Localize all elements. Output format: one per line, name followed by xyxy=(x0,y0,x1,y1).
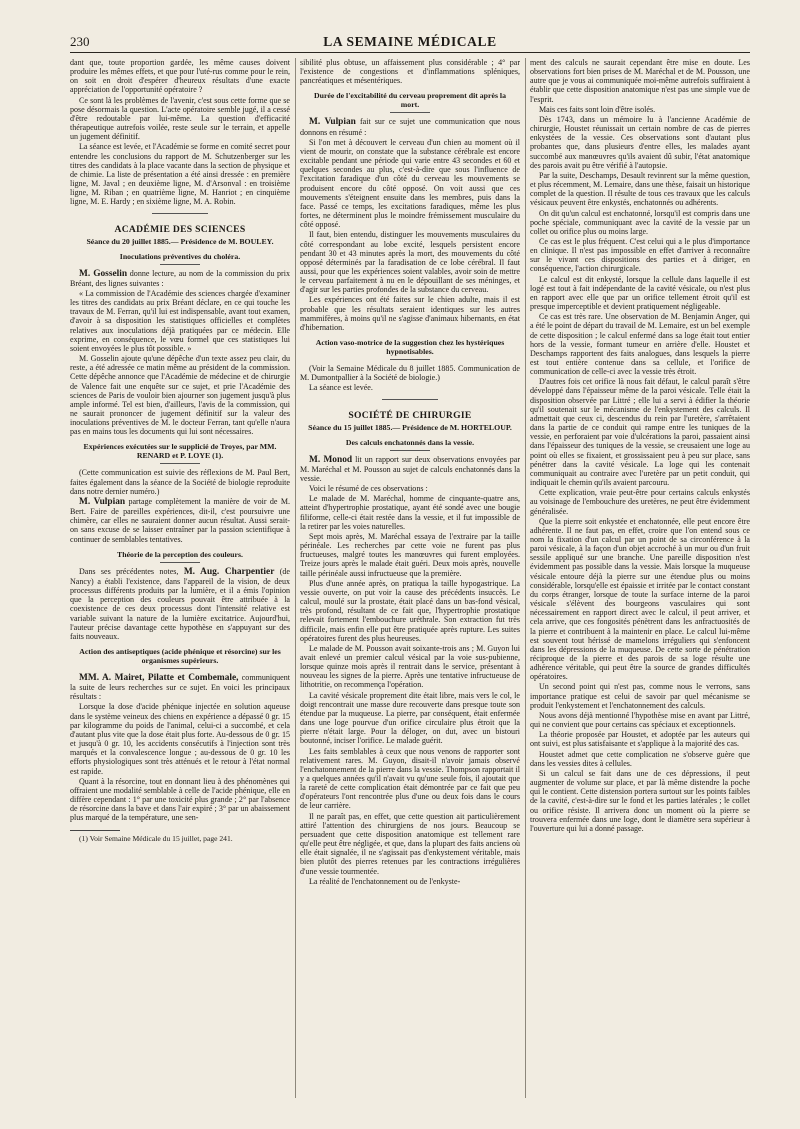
paragraph: Le malade de M. Pousson avait soixante-trois ans ; M. Guyon lui avait enlevé un premier calcul vésical par la voie sus-pubienne, lorsque quinze mois après il rentrait dans le service, présentant à nouveau les signes de la pierre. Après une tentative infructueuse de lithotritie, on recommença l'opération. xyxy=(300,643,520,690)
running-header xyxy=(70,34,750,53)
paragraph: fait sur ce sujet une communication que nous donnons en résumé : xyxy=(300,117,520,137)
paragraph: Quant à la résorcine, tout en donnant lieu à des phénomènes qui offraient une modalité semblable à celle de l'acide phénique, elle en diffère cependant : 1° par une toxicité plus grande ; 2° par l'absence de résorcine dans la bave et dans l'air expiré ; 3° par un abaissement plus marqué de la température, une sen- xyxy=(70,776,290,823)
paragraph: Voici le résumé de ces observations : xyxy=(309,484,428,494)
paragraph: Ce cas est le plus fréquent. C'est celui qui a le plus d'importance en clinique. Il n'est pas impossible en effet d'arriver à reconnaître sur le vivant ces dispositions des parties et à diriger, en conséquence, l'action chirurgicale. xyxy=(530,236,750,274)
paragraph: La réalité de l'enchatonnement ou de l'enkyste- xyxy=(309,876,461,886)
subheading: Expériences exécutées sur le supplicié de Troyes, par MM. RENARD et P. LOYE (1). xyxy=(76,442,284,464)
paragraph: Par la suite, Deschamps, Desault revinrent sur la même question, et plus récemment, M. Lemaire, dans une thèse, faisait un historique complet de la question. Il résulte de tous ces travaux que les calculs vésicaux peuvent être enkystés, enchatonnés ou adhérents. xyxy=(530,170,750,208)
subheading: Inoculations préventives du choléra. xyxy=(76,252,284,265)
column-right xyxy=(530,58,750,1098)
paragraph: M. Gosselin ajoute qu'une dépêche d'un texte assez peu clair, du reste, a été adressée ce matin même au président de la commission. Cette dépêche annonce que l'Académie de médecine et de chirurgie de Valence fait une enquête sur ce sujet, et prie l'Académie des sciences de Paris de vouloir bien ajourner son jugement jusqu'à plus ample informé. Tel est bien, d'ailleurs, l'avis de la commission, qui ne saurait prononcer de jugement définitif sur la valeur des inoculations préventives de M. le docteur Ferran, tant qu'elle n'aura pas en mains tous les documents qui lui sont nécessaires. xyxy=(70,354,290,437)
divider xyxy=(382,399,438,400)
subheading: Des calculs enchatonnés dans la vessie. xyxy=(306,438,514,451)
column-left xyxy=(70,58,290,1098)
paragraph: La cavité vésicale proprement dite était libre, mais vers le col, le doigt rencontrait une masse dure recouverte dans presque toute son étendue par la muqueuse. La pierre, par conséquent, était enfermée dans une loge pourvue d'un orifice circulaire plus étroit que la pierre n'était large. Pour la déloger, on dut, avec un bistouri boutonné, inciser l'orifice. Le malade guérit. xyxy=(300,690,520,746)
paragraph: (Cette communication est suivie des réflexions de M. Paul Bert, faites également dans la séance de la Société de biologie reproduite dans notre dernier numéro.) xyxy=(70,468,290,496)
speaker-name: M. Gosselin xyxy=(79,268,128,279)
paragraph: Il ne paraît pas, en effet, que cette question ait particulièrement attiré l'attention des chirurgiens de nos jours. Beaucoup se persuadent que cette disposition anatomique est tellement rare qu'elle peut être négligée, et que, dans la plupart des faits anciens où elle était signalée, il ne s'agissait pas d'enkystement véritable, mais bien plutôt des pierres retenues par les contractions irrégulières d'une vessie tourmentée. xyxy=(300,811,520,876)
section-title: ACADÉMIE DES SCIENCES xyxy=(114,223,246,235)
footnote-rule xyxy=(70,830,120,831)
paragraph: dant que, toute proportion gardée, les même causes doivent produire les mêmes effets, et que pour l'uté-rus comme pour le rein, on soit en droit d'espérer d'heureux résultats d'une exacte appréciation de l'opportunité opératoire ? xyxy=(70,58,290,95)
paragraph: Ce sont là les problèmes de l'avenir, c'est sous cette forme que se pose désormais la question. L'acte opératoire semble jugé, il a cessé d'être redoutable par lui-même. La question d'efficacité thérapeutique autrefois voilée, reste seule sur le terrain, et appelle un jugement définitif. xyxy=(70,95,290,142)
paragraph: Dans ses précédentes notes, xyxy=(79,566,179,576)
paragraph: Que la pierre soit enkystée et enchatonnée, elle peut encore être adhérente. Il ne faut pas, en effet, croire que l'on entend sous ce nom la fixation d'un calcul par un point de sa circonférence à la paroi vésicale, à la façon d'un objet accroché à un mur ou d'un fruit sessile appliqué sur une branche. Une pareille disposition n'est évidemment pas possible dans la vessie. Mais lorsque la muqueuse vésicale entoure déjà la pierre sur une étendue plus ou moins considérable, lorsqu'elle est épaissie et irritée par le contact constant du corps étranger, lorsque de toute la surface interne de la paroi vésicale s'élèvent des bourgeons vasculaires qui sont nécessairement en rapport direct avec le calcul, il peut arriver, et cela arrive, que ces fongosités pénètrent dans les anfractuosités de la pierre et contribuent à la maintenir en place. Le calcul lui-même est souvent tout hérissé de mamelons irréguliers qui s'enfoncent dans les dépressions de la muqueuse. De cette sorte de pénétration réciproque de la pierre et des parois de sa loge résulte une adhérence véritable, qui peut être la source de grandes difficultés opératoires. xyxy=(530,516,750,682)
paragraph: donne lecture, au nom de la commission du prix Bréant, des lignes suivantes : xyxy=(70,268,290,288)
paragraph: Si un calcul se fait dans une de ces dépressions, il peut augmenter de volume sur place, et par là même distendre la poche qui le contient. Cette distension portera surtout sur les points faibles de la cavité, c'est-à-dire sur le fond et les parties latérales ; le collet ou orifice résiste. Il arrivera donc un moment où la pierre se trouvera enfermée dans une loge, dont le diamètre sera supérieur à l'ouverture qui lui a donné passage. xyxy=(530,768,750,833)
paragraph: On dit qu'un calcul est enchatonné, lorsqu'il est compris dans une poche spéciale, communiquant avec la cavité de la vessie par un collet ou orifice plus ou moins large. xyxy=(530,208,750,236)
subheading: Durée de l'excitabilité du cerveau proprement dit après la mort. xyxy=(306,91,514,113)
paragraph: La théorie proposée par Houstet, et adoptée par les auteurs qui ont suivi, est plus satisfaisante et s'applique à la majorité des cas. xyxy=(530,730,750,749)
column-divider xyxy=(525,58,526,1098)
paragraph: Un second point qui n'est pas, comme nous le verrons, sans importance pratique est celui de savoir par quel mécanisme se produit l'enkystement et l'enchatonnement des calculs. xyxy=(530,682,750,710)
speaker-name: M. Vulpian xyxy=(309,117,356,128)
page-number: 230 xyxy=(70,34,90,49)
paragraph: communiquent la suite de leurs recherches sur ce sujet. En voici les principaux résultats : xyxy=(70,672,290,702)
session-line: Séance du 20 juillet 1885.— Présidence de M. BOULEY. xyxy=(86,236,274,246)
divider xyxy=(152,213,208,214)
paragraph: ment des calculs ne saurait cependant être mise en doute. Les observations fort bien prises de M. Maréchal et de M. Pousson, une autre que je vous ai communiquée moi-même autrefois suffiraient à établir que cette disposition anatomique n'est pas une simple vue de l'esprit. xyxy=(530,58,750,104)
paragraph: Plus d'une année après, on pratiqua la taille hypogastrique. La vessie ouverte, on put voir la cause des précédents insuccès. Le calcul, moulé sur la prostate, était placé dans un bas-fond vésical, très profond, résultant de ce fait que, l'hypertrophie prostatique relevait fortement l'embouchure uréthrale. Son extraction fut très difficile, mais enfin elle put être pratiquée après rupture. Les suites opératoires furent des plus heureuses. xyxy=(300,578,520,643)
paragraph: lit un rapport sur deux observations envoyées par M. Maréchal et M. Pousson au sujet de calculs enchatonnés dans la vessie. xyxy=(300,454,520,483)
paragraph: (Voir la Semaine Médicale du 8 juillet 1885. Communication de M. Dumontpallier à la Société de biologie.) xyxy=(300,364,520,383)
paragraph: Cette explication, vraie peut-être pour certains calculs enkystés au voisinage de l'embouchure des uretères, ne peut être évidemment généralisée. xyxy=(530,488,750,516)
paragraph: D'autres fois cet orifice là nous fait défaut, le calcul paraît s'être développé dans l'épaisseur même de la paroi vésicale. Telle était la disposition observée par Littré ; elle lui a servi à édifier la théorie qu'il soutenait sur le mécanisme de l'enkystement des calculs. Il admettait que ceux ci, descendus du rein par l'uretère, s'arrêtaient dans la partie de ce conduit qui rampe entre les tuniques de la vessie, en perforaient par voie d'ulcérations la paroi, passaient ainsi dans l'épaisseur des tuniques de la vessie, se creusaient une loge au point où elles se fixaient, et grossissaient peu à peu sur place, sans pénétrer dans la cavité vésicale. La loge qui les contenait communiquait au contraire avec l'uretère par un petit conduit, qui indiquait le chemin qu'ils avaient parcouru. xyxy=(530,377,750,488)
paragraph: Dès 1743, dans un mémoire lu à l'ancienne Académie de chirurgie, Houstet réunissait un certain nombre de cas de pierres enkystées de la vessie. Ces observations sont d'autant plus probantes que, dans plusieurs d'entre elles, les malades ayant succombé aux manœuvres qu'ils avaient dû subir, l'état anatomique des parois avait pu être vérifié à l'autopsie. xyxy=(530,114,750,170)
subheading: Action vaso-motrice de la suggestion chez les hystériques hypnotisables. xyxy=(306,338,514,360)
quote-paragraph: « La commission de l'Académie des sciences chargée d'examiner les titres des candidats au prix Bréant déclare, en ce qui touche les travaux de M. Ferran, qu'il lui est indispensable, avant tout examen, d'avoir à sa disposition les statistiques officielles et complètes relatives aux inoculations déjà pratiquées par ce médecin. Elle exprime, en conséquence, le vœu formel que ces statistiques lui soient envoyées le plus tôt possible. » xyxy=(70,288,290,353)
journal-title: LA SEMAINE MÉDICALE xyxy=(323,34,497,49)
paragraph: Ce cas est très rare. Une observation de M. Benjamin Anger, qui a été le point de départ du travail de M. Lemaire, est un bel exemple de cette disposition ; le calcul enfermé dans sa loge était tout entier hors de la vessie, formant tumeur en arrière d'elle. Houstet et Deschamps rapportent des faits analogues, dans lesquels la pierre est tout entière contenue dans sa cellule, et l'orifice de communication de celle-ci avec la vessie très étroit. xyxy=(530,312,750,377)
subheading: Action des antiseptiques (acide phénique et résorcine) sur les organismes supérieurs. xyxy=(76,647,284,669)
speaker-name: M. Monod xyxy=(309,454,353,465)
speaker-name: M. Aug. Charpentier xyxy=(183,566,275,577)
paragraph: La séance est levée, et l'Académie se forme en comité secret pour entendre les conclusions du rapport de M. Schutzenberger sur les titres des candidats à la place vacante dans la section de physique et de chimie. La liste de présentation a été ainsi dressée : en première ligne, M. Javal ; en deuxième ligne, M. d'Arsonval : en troisième ligne, M. Riban ; en quatrième ligne, M. Hanriot ; en cinquième ligne, M. E. Hardy ; en sixième ligne, M. A. Robin. xyxy=(70,142,290,207)
speaker-name: MM. A. Mairet, Pilatte et Combemale, xyxy=(79,672,239,683)
column-middle xyxy=(300,58,520,1098)
paragraph: Il faut, bien entendu, distinguer les mouvements musculaires du côté correspondant au lobe excité, lesquels persistent encore pendant 30 et 43 minutes après la mort, des mouvements du côté opposé déterminés par la faradisation de ce lobe cérébral. Il faut aussi, pour que les expériences soient valables, avoir soin de mettre le cerveau parfaitement à nu en le dépouillant de ses méninges, et d'agir sur les parties profondes de la substance du cerveau. xyxy=(300,230,520,295)
paragraph: Les faits semblables à ceux que nous venons de rapporter sont relativement rares. M. Guyon, disait-il n'avoir jamais observé l'enchatonnement de la pierre dans la vessie. Thompson rapportait il y a quelques années qu'il n'avait vu qu'une seule fois, il ajoutait que la rareté de cette complication était démontrée par ce fait que peu d'opérateurs l'ont rencontrée plus d'une ou deux fois dans le cours de leur carrière. xyxy=(300,746,520,811)
speaker-name: M. Vulpian xyxy=(79,496,126,507)
paragraph: partage complètement la manière de voir de M. Bert. Faire de pareilles expériences, dit-il, c'est poursuivre une chimère, car elles ne sauraient donner aucun résultat. Aussi serait-on sans excuse de se laisser entraîner par la passion scientifique à continuer de semblables tentatives. xyxy=(70,496,290,544)
paragraph: (de Nancy) a établi l'existence, dans l'appareil de la vision, de deux processus différents produits par la lumière, et il a émis l'opinion que la perception des couleurs pouvait être attribuée à la coexistence de ces deux processus dont l'intensité relative est variable suivant la nature de la lumière excitatrice. Aujourd'hui, l'auteur précise davantage cette hypothèse en s'appuyant sur des faits nouveaux. xyxy=(70,566,290,641)
session-line: Séance du 15 juillet 1885.— Présidence de M. HORTELOUP. xyxy=(308,422,512,432)
section-title: SOCIÉTÉ DE CHIRURGIE xyxy=(348,409,472,421)
paragraph: La séance est levée. xyxy=(309,383,373,393)
paragraph: Si l'on met à découvert le cerveau d'un chien au moment où il vient de mourir, on constate que la substance cérébrale est encore excitable pendant une période qui varie entre 43 secondes et 60 et quelques secondes au plus, c'est-à-dire que sous l'influence de l'excitation faradique d'un côté du cerveau les mouvements se produisent encore du côté opposé. On voit aussi que ces mouvements s'éteignent ensuite dans les membres, puis dans la face. Passé ce temps, les excitations faradiques, même les plus fortes, ne déterminent plus le moindre frémissement musculaire du côté opposé. xyxy=(300,137,520,230)
paragraph: Sept mois après, M. Maréchal essaya de l'extraire par la taille périnéale. Les recherches par cette voie ne furent pas plus fructueuses, malgré toutes les manœuvres qui furent employées. Treize jours après le malade était guéri. Deux mois après, nouvelle taille périnéale aussi infructueuse que la première. xyxy=(300,531,520,578)
paragraph: Le calcul est dit enkysté, lorsque la cellule dans laquelle il est logé est tout à fait indépendante de la cavité vésicale, ou n'est plus en rapport avec elle que par un orifice tellement étroit qu'il est presque imperceptible et devient pratiquement négligeable. xyxy=(530,274,750,312)
column-divider xyxy=(295,58,296,1098)
paragraph: Le malade de M. Maréchal, homme de cinquante-quatre ans, atteint d'hypertrophie prostatique, ayant été sondé avec une bougie filiforme, celle-ci était restée dans la vessie, et il fut impossible de la retirer par les voies naturelles. xyxy=(300,494,520,531)
paragraph: Mais ces faits sont loin d'être isolés. xyxy=(539,104,656,114)
paragraph: Nous avons déjà mentionné l'hypothèse mise en avant par Littré, qui ne convient que pour certains cas spéciaux et exceptionnels. xyxy=(530,710,750,730)
paragraph: Lorsque la dose d'acide phénique injectée en solution aqueuse dans le système veineux des chiens en expérience a dépassé 0 gr. 15 par kilogramme du poids de l'animal, celui-ci a succombé, et cela d'autant plus vite que la dose était plus forte. Au-dessous de 0 gr. 15 et jusqu'à 0 gr. 10, les accidents consécutifs à l'injection sont très marqués et la convalescence longue ; au-dessous de 0 gr. 10 les efforts physiologiques sont très atténués et le retour à l'état normal est rapide. xyxy=(70,702,290,776)
paragraph: sibilité plus obtuse, un affaissement plus considérable ; 4° par l'existence de congestions et d'inflammations spléniques, pancréatiques et mésentériques. xyxy=(300,58,520,86)
footnote: (1) Voir Semaine Médicale du 15 juillet, page 241. xyxy=(79,834,233,844)
paragraph: Les expériences ont été faites sur le chien adulte, mais il est probable que les résultats seraient identiques sur les autres mammifères, à moins qu'il ne s'agisse d'animaux hibernants, en état d'hibernation. xyxy=(300,295,520,332)
paragraph: Houstet admet que cette complication ne s'observe guère que dans les vessies dites à cellules. xyxy=(530,749,750,768)
subheading: Théorie de la perception des couleurs. xyxy=(76,550,284,563)
